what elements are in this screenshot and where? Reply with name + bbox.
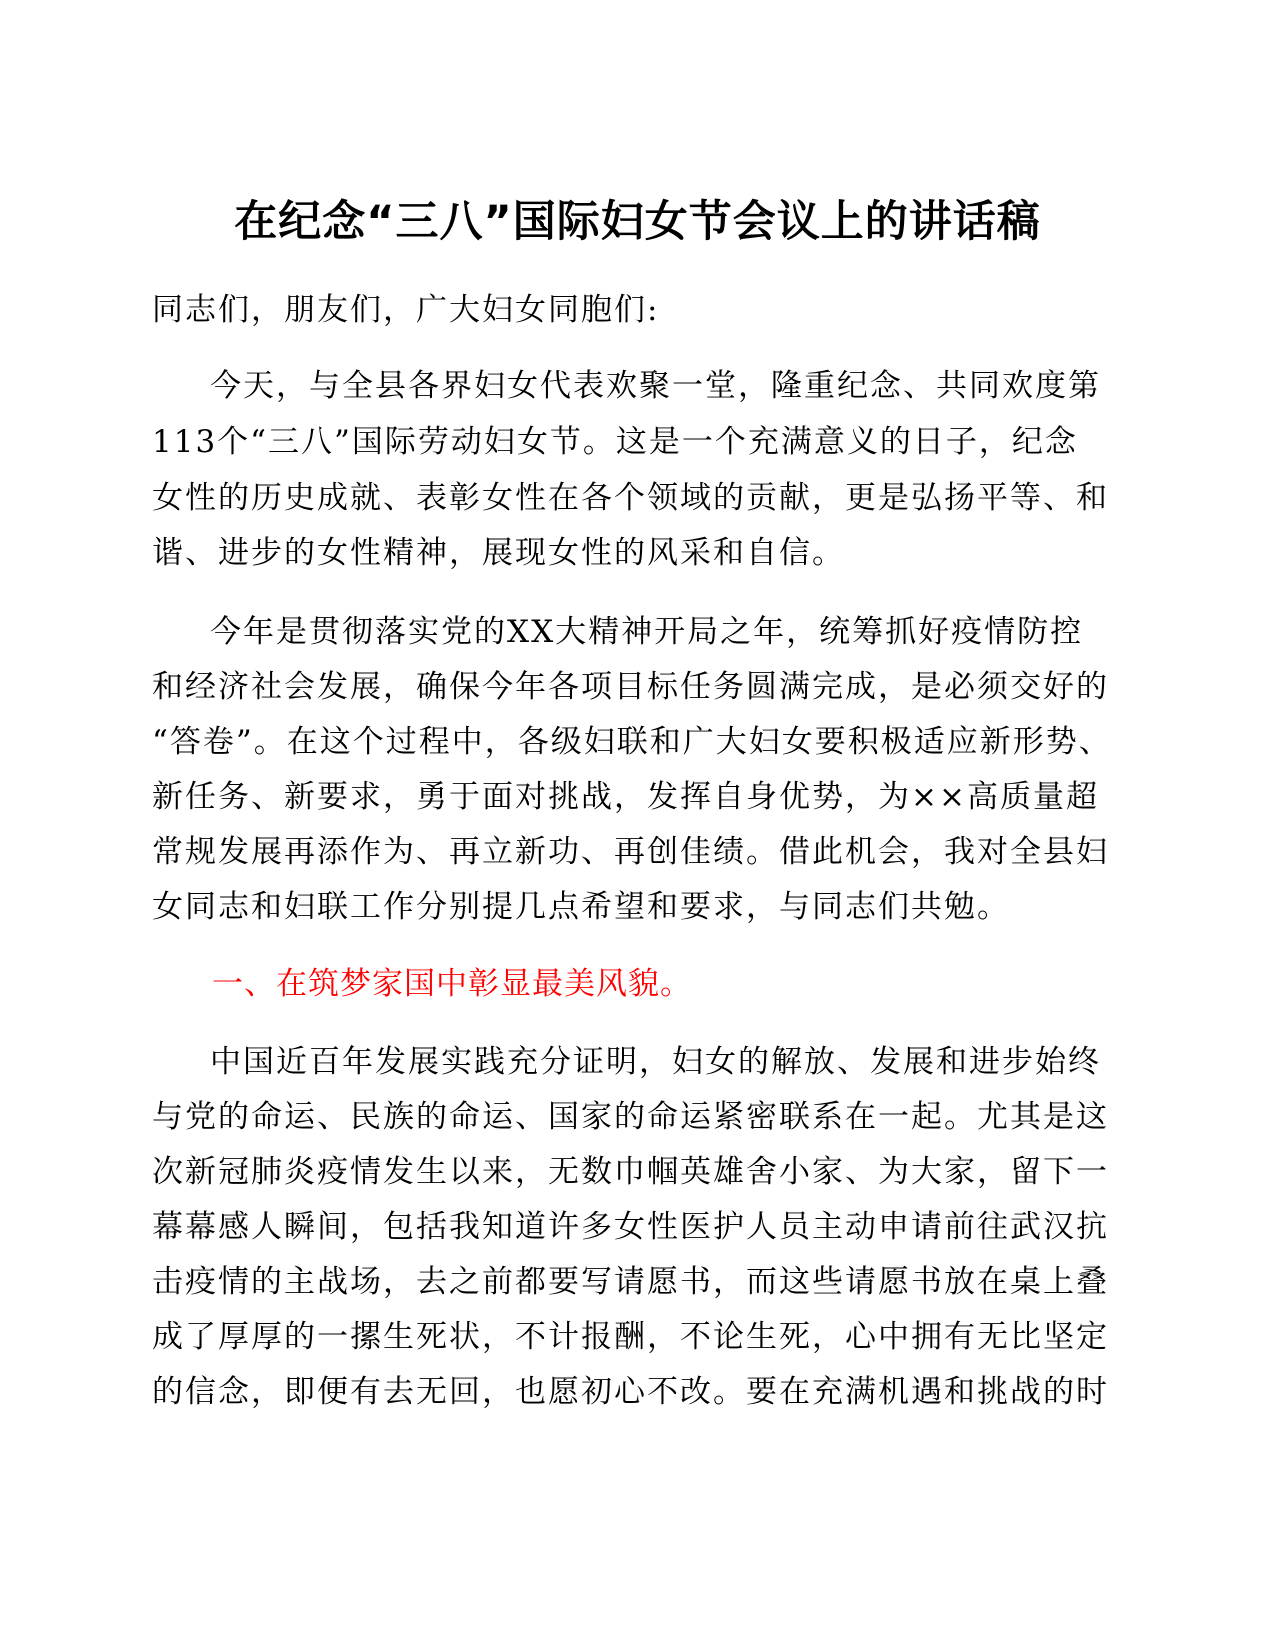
paragraph-3-line-7: 的信念，即便有去无回，也愿初心不改。要在充满机遇和挑战的时: [152, 1374, 1109, 1410]
paragraph-1-line-3: 女性的历史成就、表彰女性在各个领域的贡献，更是弘扬平等、和: [152, 480, 1109, 516]
paragraph-3-line-6: 成了厚厚的一摞生死状，不计报酬，不论生死，心中拥有无比坚定: [152, 1319, 1109, 1355]
paragraph-3-line-2: 与党的命运、民族的命运、国家的命运紧密联系在一起。尤其是这: [152, 1099, 1109, 1135]
paragraph-2-line-1: 今年是贯彻落实党的XX大精神开局之年，统筹抓好疫情防控: [210, 614, 1084, 650]
paragraph-3-line-5: 击疫情的主战场，去之前都要写请愿书，而这些请愿书放在桌上叠: [152, 1264, 1109, 1300]
paragraph-1-line-1: 今天，与全县各界妇女代表欢聚一堂，隆重纪念、共同欢度第: [210, 368, 1101, 404]
paragraph-3-line-1: 中国近百年发展实践充分证明，妇女的解放、发展和进步始终: [210, 1044, 1101, 1080]
paragraph-3-line-3: 次新冠肺炎疫情发生以来，无数巾帼英雄舍小家、为大家，留下一: [152, 1154, 1109, 1190]
paragraph-2-line-5: 常规发展再添作为、再立新功、再创佳绩。借此机会，我对全县妇: [152, 834, 1109, 870]
paragraph-3-line-4: 幕幕感人瞬间，包括我知道许多女性医护人员主动申请前往武汉抗: [152, 1209, 1109, 1245]
paragraph-1-line-2: 113个“三八”国际劳动妇女节。这是一个充满意义的日子，纪念: [152, 424, 1078, 460]
paragraph-2-line-3: “答卷”。在这个过程中，各级妇联和广大妇女要积极适应新形势、: [152, 724, 1112, 760]
section-heading: 一、在筑梦家国中彰显最美风貌。: [212, 966, 692, 1002]
document-title: 在纪念“三八”国际妇女节会议上的讲话稿: [234, 197, 1041, 247]
paragraph-1-line-4: 谐、进步的女性精神，展现女性的风采和自信。: [152, 535, 845, 571]
paragraph-2-line-4: 新任务、新要求，勇于面对挑战，发挥自身优势，为××高质量超: [152, 779, 1099, 815]
salutation: 同志们，朋友们，广大妇女同胞们:: [152, 292, 660, 328]
paragraph-2-line-2: 和经济社会发展，确保今年各项目标任务圆满完成，是必须交好的: [152, 669, 1109, 705]
paragraph-2-line-6: 女同志和妇联工作分别提几点希望和要求，与同志们共勉。: [152, 889, 1010, 925]
